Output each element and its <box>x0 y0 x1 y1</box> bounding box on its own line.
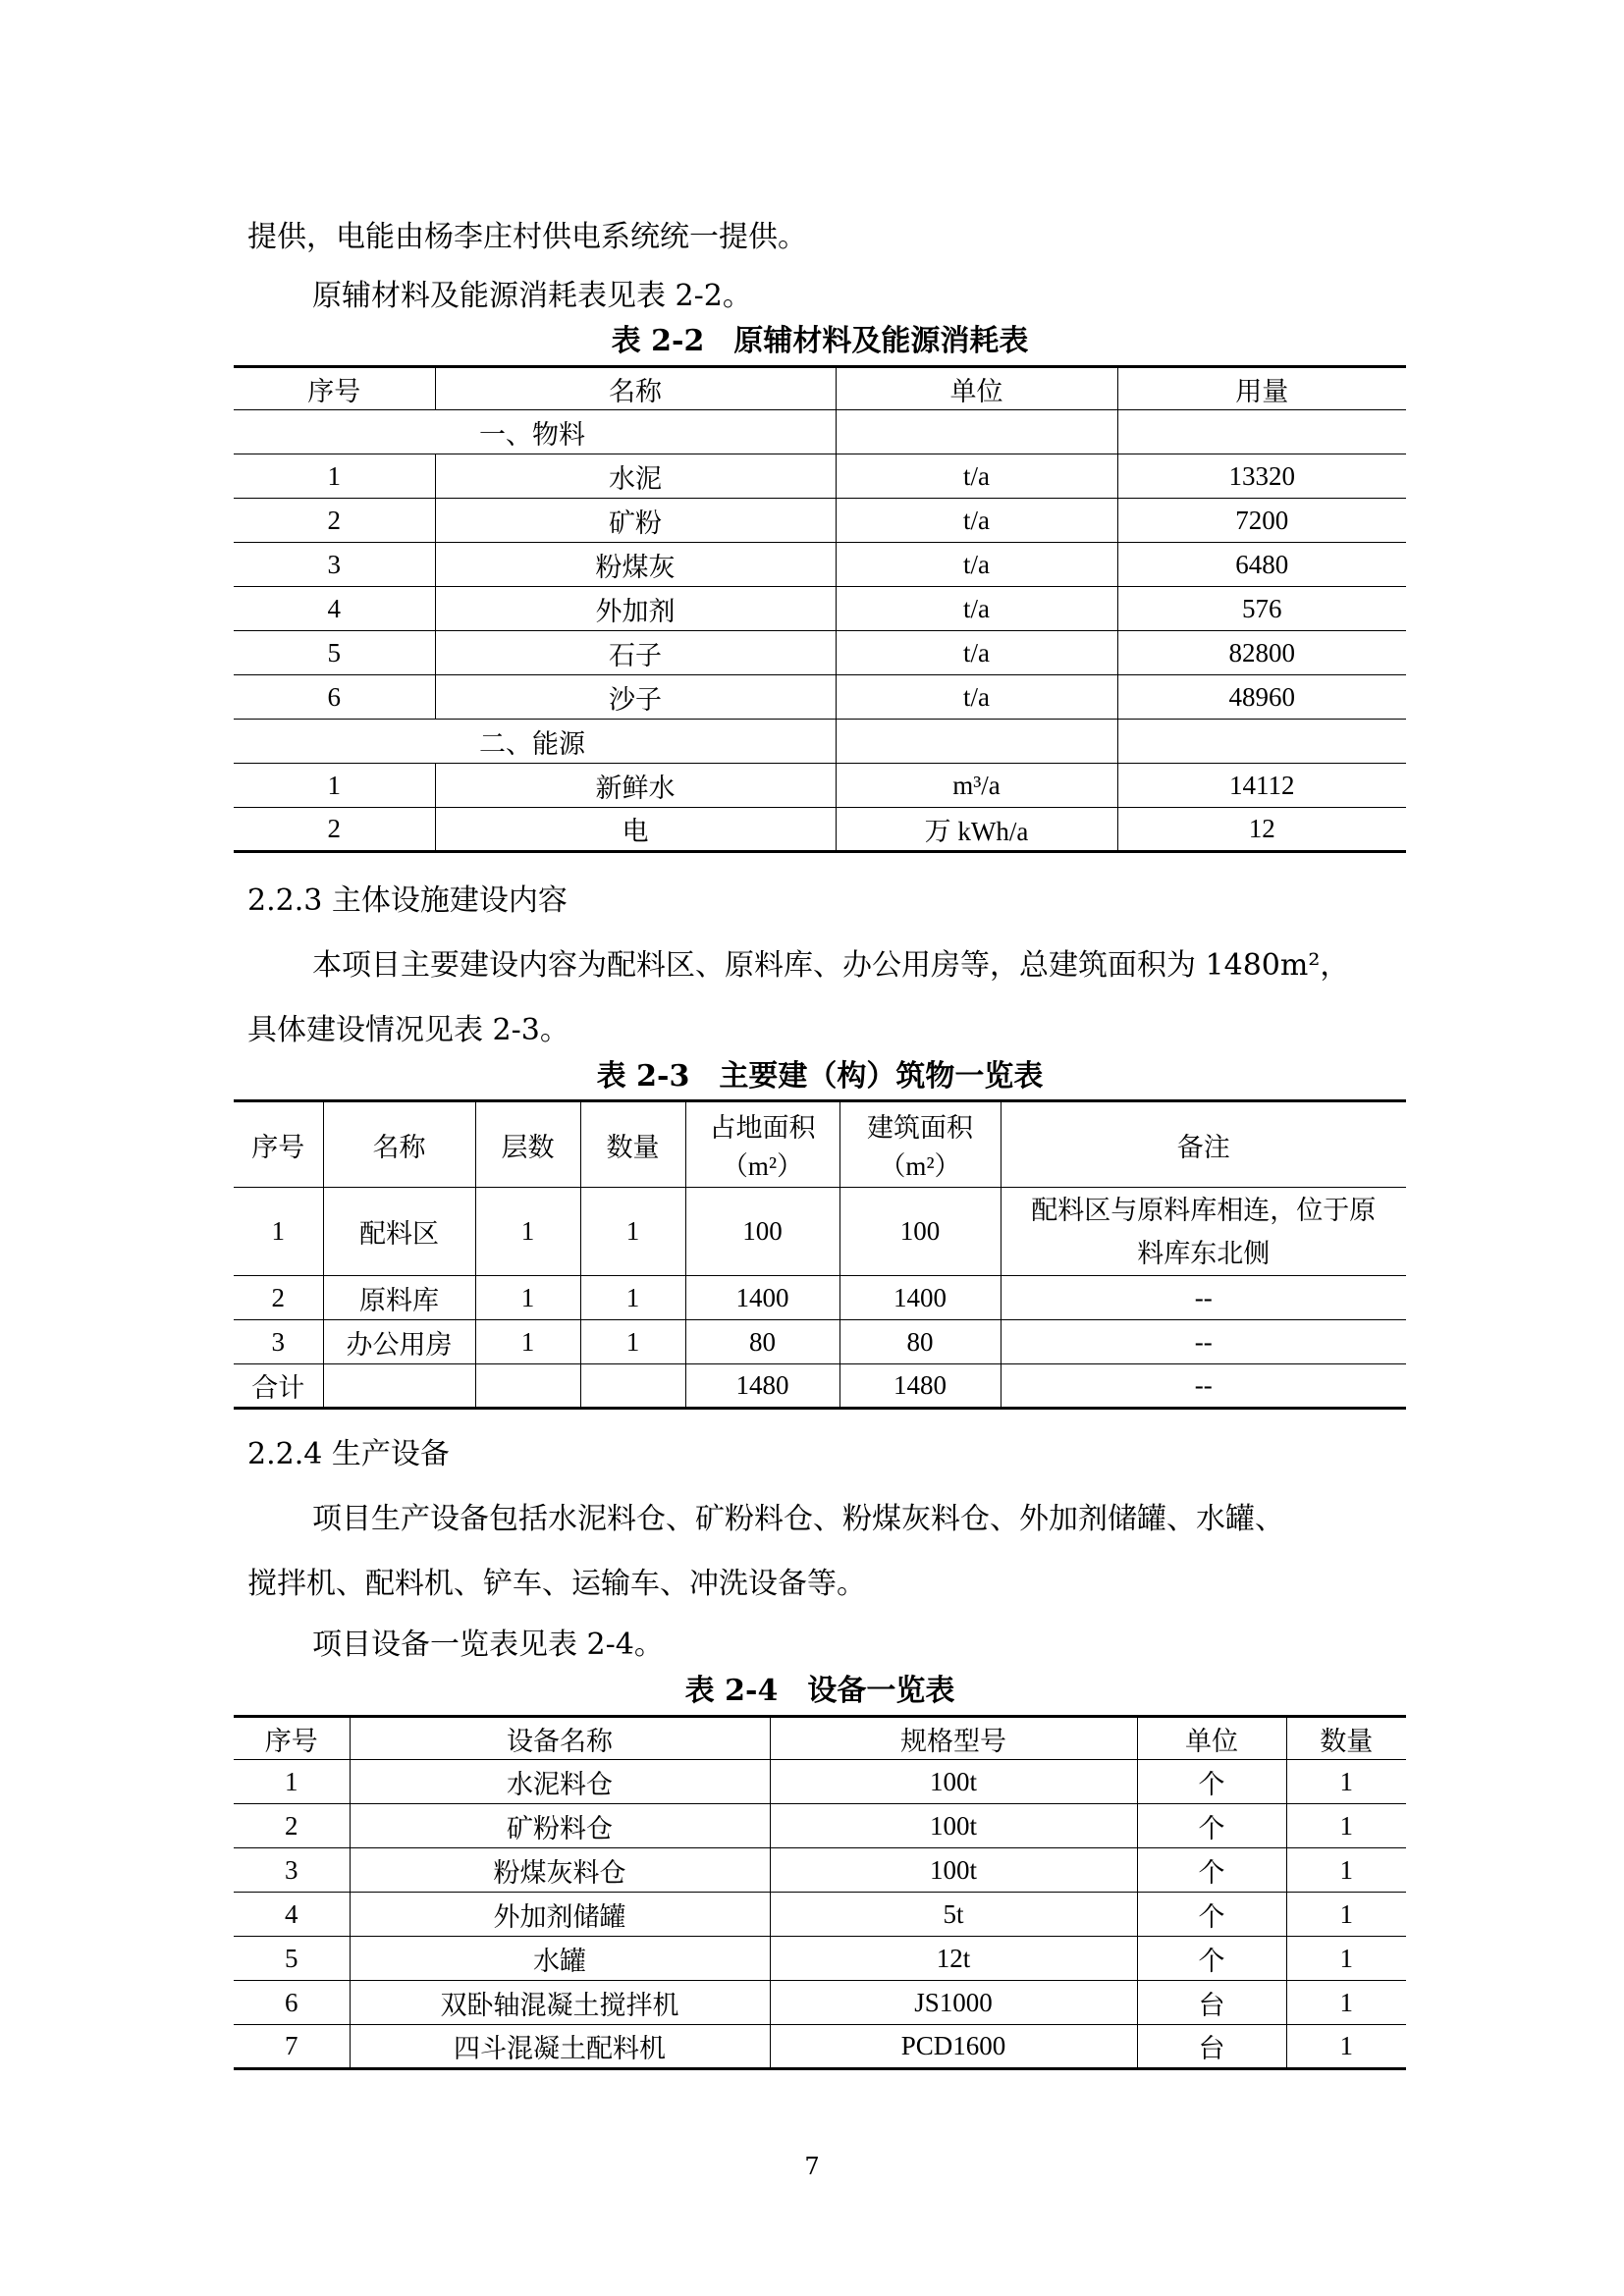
table-row: 5 石子 t/a 82800 <box>234 631 1406 675</box>
table22-section-materials: 一、物料 <box>234 410 836 454</box>
table-2-3 <box>234 1099 1406 1410</box>
table-row: 7 四斗混凝土配料机 PCD1600 台 1 <box>234 2025 1406 2069</box>
table23-header-land-area: 占地面积 （m²） <box>685 1101 839 1188</box>
paragraph-table22-ref: 原辅材料及能源消耗表见表 2-2。 <box>312 279 752 313</box>
table-row: 3 粉煤灰料仓 100t 个 1 <box>234 1848 1406 1893</box>
table22-header-amount: 用量 <box>1117 367 1406 410</box>
paragraph-equipment-line1: 项目生产设备包括水泥料仓、矿粉料仓、粉煤灰料仓、外加剂储罐、水罐、 <box>312 1502 1284 1536</box>
page-number: 7 <box>804 2153 820 2180</box>
paragraph-table24-ref: 项目设备一览表见表 2-4。 <box>312 1628 664 1662</box>
table23-header-index: 序号 <box>234 1101 323 1188</box>
table-row: 2 电 万 kWh/a 12 <box>234 808 1406 852</box>
table-row: 2 矿粉料仓 100t 个 1 <box>234 1804 1406 1848</box>
table24-header-index: 序号 <box>234 1717 350 1760</box>
table24-header-quantity: 数量 <box>1286 1717 1406 1760</box>
table-row: 1 水泥 t/a 13320 <box>234 454 1406 499</box>
table24-caption: 表 2-4 设备一览表 <box>684 1674 955 1708</box>
paragraph-equipment-line2: 搅拌机、配料机、铲车、运输车、冲洗设备等。 <box>247 1567 866 1601</box>
paragraph-construction-line1: 本项目主要建设内容为配料区、原料库、办公用房等，总建筑面积为 1480m²， <box>312 948 1350 983</box>
table22-header-index: 序号 <box>234 367 435 410</box>
table22-section-energy: 二、能源 <box>234 720 836 764</box>
table23-header-name: 名称 <box>323 1101 475 1188</box>
table23-header-count: 数量 <box>580 1101 685 1188</box>
paragraph-construction-line2: 具体建设情况见表 2-3。 <box>247 1013 569 1047</box>
table23-remark-cell: 配料区与原料库相连，位于原 料库东北侧 <box>1001 1188 1406 1276</box>
paragraph-power-supply: 提供，电能由杨李庄村供电系统统一提供。 <box>247 220 807 254</box>
table-row: 3 粉煤灰 t/a 6480 <box>234 543 1406 587</box>
table22-header-unit: 单位 <box>836 367 1117 410</box>
table-row: 3 办公用房 1 1 80 80 -- <box>234 1320 1406 1364</box>
table23-caption: 表 2-3 主要建（构）筑物一览表 <box>596 1059 1044 1094</box>
table24-header-model: 规格型号 <box>770 1717 1137 1760</box>
table-row: 4 外加剂 t/a 576 <box>234 587 1406 631</box>
table-2-2 <box>234 365 1406 853</box>
table23-header-remarks: 备注 <box>1001 1101 1406 1188</box>
table24-header-equipment: 设备名称 <box>350 1717 770 1760</box>
table-row: 5 水罐 12t 个 1 <box>234 1937 1406 1981</box>
table23-header-building-area: 建筑面积 （m²） <box>839 1101 1001 1188</box>
table-row: 2 原料库 1 1 1400 1400 -- <box>234 1276 1406 1320</box>
table-row: 6 沙子 t/a 48960 <box>234 675 1406 720</box>
table24-header-unit: 单位 <box>1137 1717 1286 1760</box>
table-row: 2 矿粉 t/a 7200 <box>234 499 1406 543</box>
table-row: 1 配料区 1 1 100 100 配料区与原料库相连，位于原 料库东北侧 <box>234 1188 1406 1276</box>
table-row: 6 双卧轴混凝土搅拌机 JS1000 台 1 <box>234 1981 1406 2025</box>
table-row: 1 新鲜水 m³/a 14112 <box>234 764 1406 808</box>
table22-header-name: 名称 <box>435 367 836 410</box>
table-2-4 <box>234 1715 1406 2070</box>
table22-caption: 表 2-2 原辅材料及能源消耗表 <box>611 324 1029 358</box>
section-heading-2-2-4: 2.2.4 生产设备 <box>247 1437 450 1471</box>
table-row-total: 合计 1480 1480 -- <box>234 1364 1406 1409</box>
table23-header-floors: 层数 <box>475 1101 580 1188</box>
section-heading-2-2-3: 2.2.3 主体设施建设内容 <box>247 883 568 918</box>
table-row: 4 外加剂储罐 5t 个 1 <box>234 1893 1406 1937</box>
table-row: 1 水泥料仓 100t 个 1 <box>234 1760 1406 1804</box>
